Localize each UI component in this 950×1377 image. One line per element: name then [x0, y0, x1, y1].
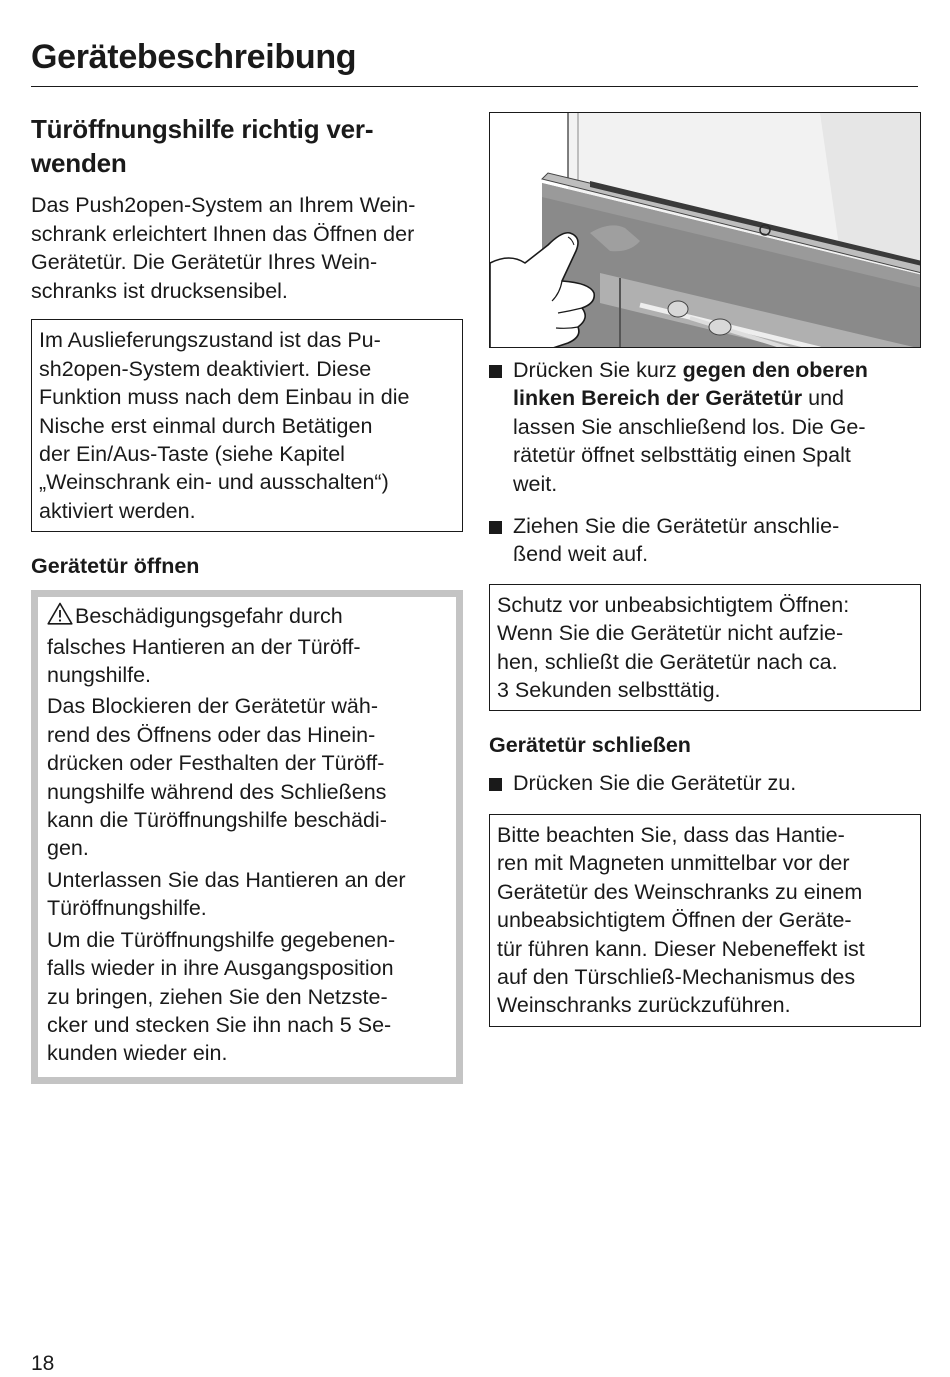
text-line: kunden wieder ein.: [47, 1041, 228, 1066]
text-line: Gerätetür des Weinschranks zu einem: [497, 879, 863, 904]
text-run: Drücken Sie kurz: [513, 358, 683, 382]
text-line: hen, schließt die Gerätetür nach ca.: [497, 649, 838, 674]
damage-warning-box: [31, 590, 463, 1084]
warning-paragraph: [47, 926, 448, 1068]
close-door-heading: Gerätetür schließen: [489, 733, 691, 758]
text-line: Weinschranks zurückzuführen.: [497, 993, 791, 1018]
text-run: und: [802, 386, 845, 411]
step-close-door: [489, 769, 921, 797]
text-line: Wenn Sie die Gerätetür nicht aufzie-: [497, 621, 844, 646]
step-press-door: [489, 356, 921, 498]
text-line: „Weinschrank ein- und ausschalten“): [39, 470, 389, 495]
text-line: falls wieder in ihre Ausgangsposition: [47, 956, 394, 981]
text-line: gen.: [47, 836, 89, 861]
text-line: unbeabsichtigtem Öffnen der Geräte-: [497, 908, 852, 933]
text-line: Türöffnungshilfe.: [47, 896, 207, 921]
square-bullet-icon: [489, 521, 502, 534]
text-line: drücken oder Festhalten der Türöff-: [47, 751, 385, 776]
section-heading: [31, 112, 463, 180]
text-line: Funktion muss nach dem Einbau in die: [39, 385, 410, 410]
text-line: der Ein/Aus-Taste (siehe Kapitel: [39, 442, 345, 466]
text-line: 3 Sekunden selbsttätig.: [497, 678, 721, 703]
step-text: [513, 512, 839, 569]
text-line: sh2open-System deaktiviert. Diese: [39, 356, 372, 381]
text-line: Bitte beachten Sie, dass das Hantie-: [497, 822, 845, 847]
left-column: [31, 112, 463, 1084]
text-line: ren mit Magneten unmittelbar vor der: [497, 851, 850, 876]
warning-paragraph: [47, 866, 448, 923]
text-line: zu bringen, ziehen Sie den Netzste-: [47, 984, 388, 1009]
text-line: Ziehen Sie die Gerätetür anschlie-: [513, 514, 840, 539]
page-number: 18: [31, 1352, 55, 1375]
warning-paragraph: [47, 692, 448, 862]
text-line: falsches Hantieren an der Türöff-: [47, 634, 361, 659]
door-push-drawing: [490, 113, 921, 348]
text-line: nungshilfe.: [47, 663, 151, 688]
section-heading-line: wenden: [31, 148, 127, 178]
text-line: Das Blockieren der Gerätetür wäh-: [47, 694, 379, 719]
text-line: rend des Öffnens oder das Hinein-: [47, 722, 376, 747]
text-line: Im Auslieferungszustand ist das Pu-: [39, 328, 381, 353]
bold-text: gegen den oberen: [682, 358, 868, 382]
warning-title: [47, 602, 448, 689]
text-line: lassen Sie anschließend los. Die Ge-: [513, 414, 866, 439]
step-pull-door: [489, 512, 921, 569]
text-line: aktiviert werden.: [39, 498, 196, 523]
page-title: Gerätebeschreibung: [31, 38, 357, 76]
square-bullet-icon: [489, 778, 502, 791]
right-column: [489, 112, 921, 1027]
section-heading-line: Türöffnungshilfe richtig ver-: [31, 114, 374, 144]
text-line: tür führen kann. Dieser Nebeneffekt ist: [497, 936, 865, 961]
step-text: [513, 356, 868, 498]
square-bullet-icon: [489, 365, 502, 378]
text-line: Gerätetür. Die Gerätetür Ihres Wein-: [31, 250, 378, 275]
warning-triangle-icon: [47, 602, 73, 632]
text-line: Das Push2open-System an Ihrem Wein-: [31, 193, 416, 217]
magnet-note: [489, 814, 921, 1027]
text-line: auf den Türschließ-Mechanismus des: [497, 964, 856, 989]
intro-paragraph: [31, 191, 463, 305]
title-divider: [31, 86, 918, 87]
text-line: Unterlassen Sie das Hantieren an der: [47, 867, 406, 892]
text-line: rätetür öffnet selbsttätig einen Spalt: [513, 443, 851, 468]
bold-text: linken Bereich der Gerätetür: [513, 386, 803, 411]
deactivation-note: [31, 319, 463, 532]
text-line: cker und stecken Sie ihn nach 5 Se-: [47, 1012, 392, 1037]
text-line: Beschädigungsgefahr durch: [75, 604, 343, 629]
text-line: kann die Türöffnungshilfe beschädi-: [47, 808, 387, 833]
text-line: Um die Türöffnungshilfe gegebenen-: [47, 927, 396, 952]
push-door-illustration: [489, 112, 921, 348]
open-door-heading: Gerätetür öffnen: [31, 554, 200, 579]
text-line: schrank erleichtert Ihnen das Öffnen der: [31, 221, 415, 246]
text-line: Nische erst einmal durch Betätigen: [39, 413, 373, 438]
step-text: Drücken Sie die Gerätetür zu.: [513, 771, 797, 796]
text-line: ßend weit auf.: [513, 542, 649, 567]
text-line: nungshilfe während des Schließens: [47, 779, 387, 804]
unintended-opening-note: [489, 584, 921, 712]
text-line: Schutz vor unbeabsichtigtem Öffnen:: [497, 592, 850, 617]
text-line: schranks ist drucksensibel.: [31, 278, 288, 303]
text-line: weit.: [513, 471, 558, 496]
